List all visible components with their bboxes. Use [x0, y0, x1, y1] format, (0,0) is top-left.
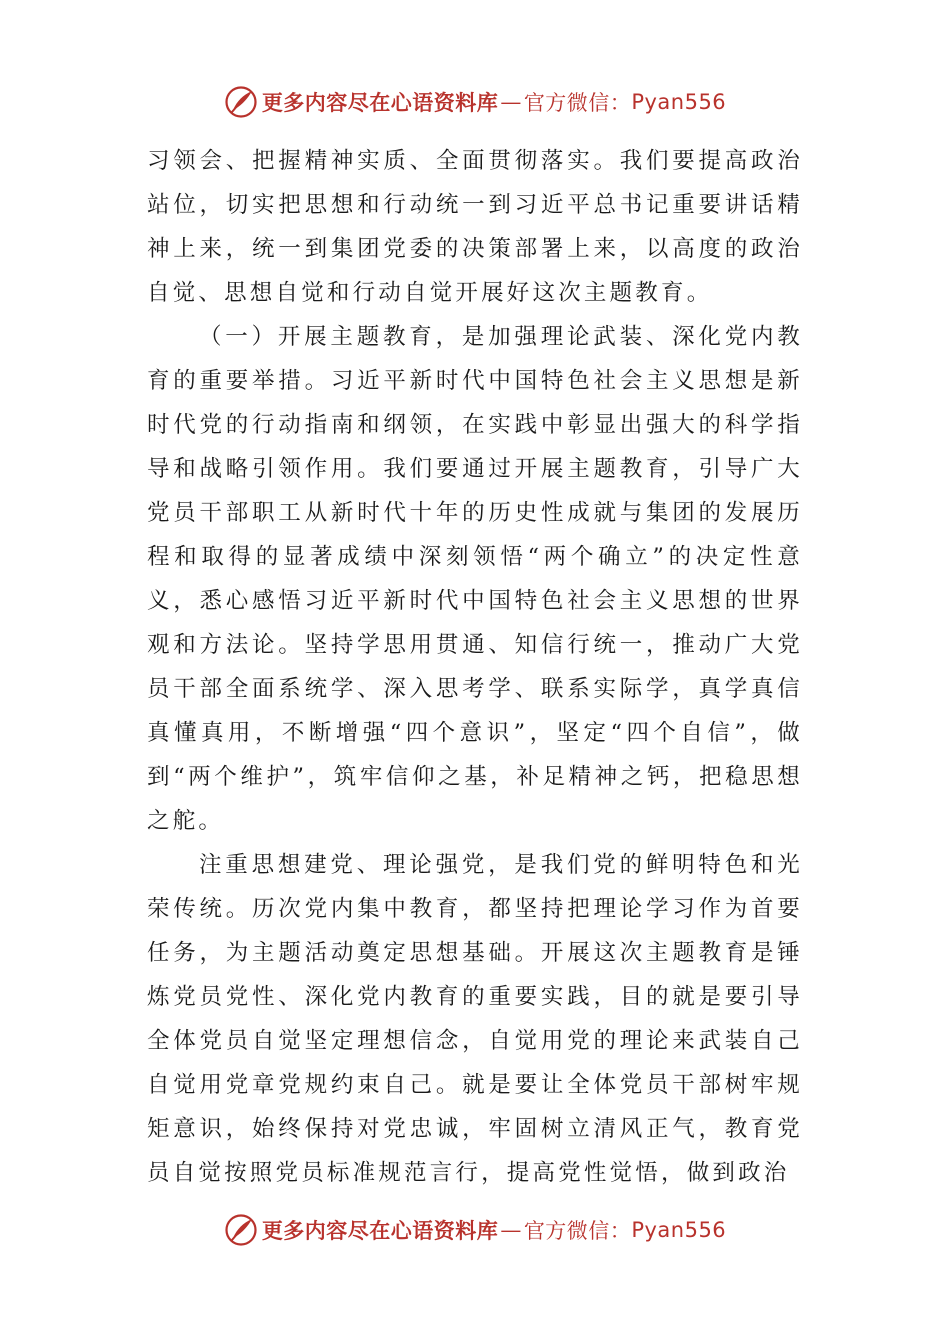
- quill-logo-icon: [224, 1213, 258, 1247]
- header-watermark-banner: [0, 82, 950, 122]
- banner-brand-text: 更多内容尽在心语资料库: [261, 1218, 499, 1243]
- quill-logo-icon: [224, 85, 258, 119]
- banner-brand-text: 更多内容尽在心语资料库: [261, 90, 499, 115]
- banner-wechat-handle: Pyan556: [631, 1218, 727, 1242]
- banner-official-label: 官方微信：: [523, 1219, 632, 1243]
- banner-dash: —: [500, 90, 522, 114]
- paragraph-party-building: 注重思想建党、理论强党，是我们党的鲜明特色和光荣传统。历次党内集中教育，都坚持把理论学习作为首要任务，为主题活动奠定思想基础。开展这次主题教育是锤炼党员党性、深化党内教育的重要实践，目的就是要引导全体党员自觉坚定理想信念，自觉用党的理论来武装自己自觉用党章党规约束自己。就是要让全体党员干部树牢规矩意识，始终保持对党忠诚，牢固树立清风正气，教育党员自觉按照党员标准规范言行，提高党性觉悟，做到政治: [147, 852, 803, 1186]
- banner-dash: —: [500, 1218, 522, 1242]
- paragraph-section-one: （一）开展主题教育，是加强理论武装、深化党内教育的重要举措。习近平新时代中国特色社会主义思想是新时代党的行动指南和纲领，在实践中彰显出强大的科学指导和战略引领作用。我们要通过开展主题教育，引导广大党员干部职工从新时代十年的历史性成就与集团的发展历程和取得的显著成绩中深刻领悟“两个确立”的决定性意义，悉心感悟习近平新时代中国特色社会主义思想的世界观和方法论。坚持学思用贯通、知信行统一，推动广大党员干部全面系统学、深入思考学、联系实际学，真学真信真懂真用，不断增强“四个意识”，坚定“四个自信”，做到“两个维护”，筑牢信仰之基，补足精神之钙，把稳思想之舵。: [147, 324, 803, 834]
- paragraph-continuation: 习领会、把握精神实质、全面贯彻落实。我们要提高政治站位，切实把思想和行动统一到习近平总书记重要讲话精神上来，统一到集团党委的决策部署上来，以高度的政治自觉、思想自觉和行动自觉开展好这次主题教育。: [147, 148, 803, 306]
- banner-wechat-handle: Pyan556: [631, 90, 727, 114]
- document-body: [147, 139, 803, 1195]
- footer-watermark-banner: [0, 1210, 950, 1250]
- banner-official-label: 官方微信：: [523, 91, 632, 115]
